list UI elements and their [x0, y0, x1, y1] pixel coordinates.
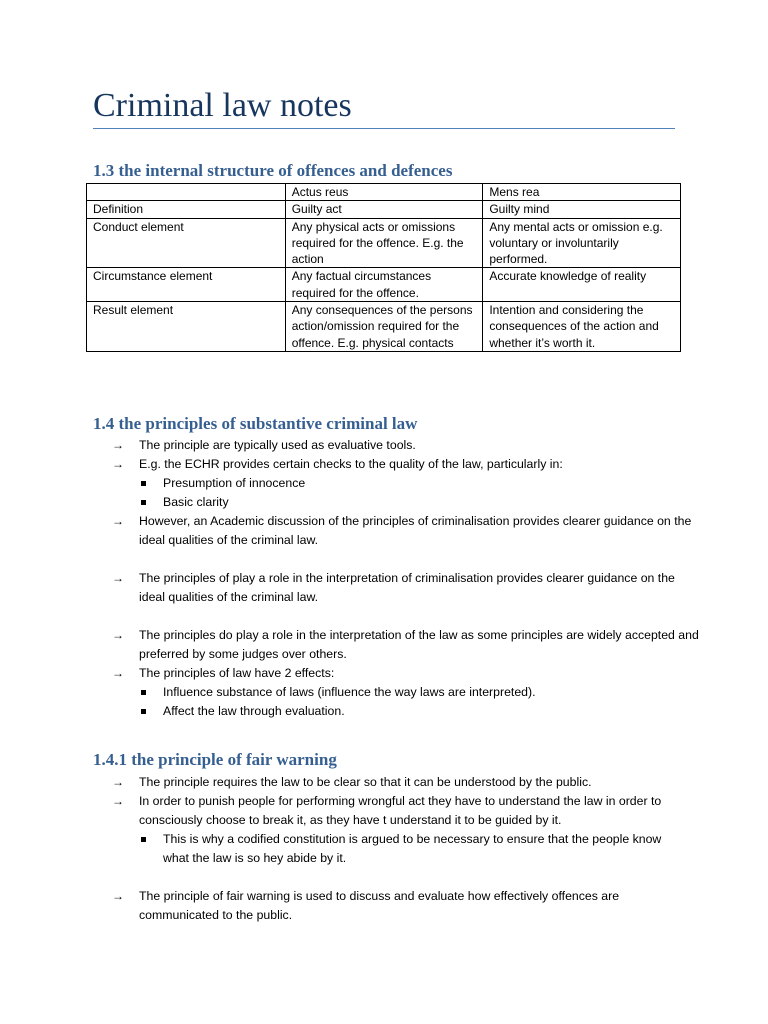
- section-heading-1-3: 1.3 the internal structure of offences and defences: [93, 161, 453, 180]
- arrow-bullet-icon: →: [112, 514, 124, 528]
- list-item: [112, 626, 701, 664]
- list-item-text: Basic clarity: [163, 495, 229, 509]
- table-cell: Guilty mind: [483, 201, 681, 218]
- offence-structure-table: [86, 183, 681, 352]
- arrow-bullet-icon: →: [112, 775, 124, 789]
- table-cell: Any consequences of the persons action/omission required for the offence. E.g. physical contacts: [285, 302, 483, 352]
- square-bullet-icon: [141, 690, 146, 695]
- list-item-text: In order to punish people for performing wrongful act they have to understand the law in order to consciously choose to break it, as they have t understand it to be guided by it.: [139, 794, 662, 827]
- arrow-bullet-icon: →: [112, 457, 124, 471]
- list-item-text: The principles of law have 2 effects:: [139, 666, 335, 680]
- table-cell: Intention and considering the consequences of the action and whether it’s worth it.: [483, 302, 681, 352]
- list-item: [112, 664, 701, 683]
- arrow-bullet-icon: →: [112, 666, 124, 680]
- square-bullet-icon: [141, 500, 146, 505]
- title-underline: [93, 128, 675, 129]
- fair-warning-list: [112, 773, 701, 925]
- list-item: [112, 792, 701, 830]
- list-item-text: However, an Academic discussion of the principles of criminalisation provides clearer guidance on the ideal qualities of the criminal law.: [139, 514, 692, 547]
- paragraph-spacer: [112, 868, 701, 887]
- arrow-bullet-icon: →: [112, 628, 124, 642]
- table-row: [87, 268, 681, 302]
- table-cell: Conduct element: [87, 218, 286, 268]
- arrow-bullet-icon: →: [112, 889, 124, 903]
- paragraph-spacer: [112, 550, 701, 569]
- table-cell: Accurate knowledge of reality: [483, 268, 681, 302]
- section-heading-1-4-1: 1.4.1 the principle of fair warning: [93, 750, 337, 769]
- arrow-bullet-icon: →: [112, 794, 124, 808]
- document-title: Criminal law notes: [93, 87, 352, 124]
- list-item: [112, 436, 701, 455]
- sub-list-item: [112, 474, 683, 493]
- list-item-text: Influence substance of laws (influence the way laws are interpreted).: [163, 685, 536, 699]
- table-cell: Result element: [87, 302, 286, 352]
- table-cell: Any physical acts or omissions required for the offence. E.g. the action: [285, 218, 483, 268]
- list-item-text: Presumption of innocence: [163, 476, 306, 490]
- list-item-text: Affect the law through evaluation.: [163, 704, 345, 718]
- arrow-bullet-icon: →: [112, 438, 124, 452]
- square-bullet-icon: [141, 837, 146, 842]
- table-header-cell: [87, 184, 286, 201]
- list-item-text: The principles of play a role in the interpretation of criminalisation provides clearer guidance on the ideal qualities of the criminal law.: [139, 571, 675, 604]
- paragraph-spacer: [112, 607, 701, 626]
- table-cell: Definition: [87, 201, 286, 218]
- sub-list-item: [112, 702, 683, 721]
- list-item: [112, 887, 701, 925]
- table-header-cell: Actus reus: [285, 184, 483, 201]
- table-header-row: [87, 184, 681, 201]
- square-bullet-icon: [141, 481, 146, 486]
- sub-list-item: [112, 683, 683, 702]
- list-item-text: E.g. the ECHR provides certain checks to the quality of the law, particularly in:: [139, 457, 563, 471]
- arrow-bullet-icon: →: [112, 571, 124, 585]
- list-item: [112, 512, 701, 550]
- table-cell: Guilty act: [285, 201, 483, 218]
- principles-list: [112, 436, 701, 721]
- list-item-text: The principles do play a role in the interpretation of the law as some principles are widely accepted and preferred by some judges over others.: [139, 628, 699, 661]
- table-cell: Any mental acts or omission e.g. voluntary or involuntarily performed.: [483, 218, 681, 268]
- square-bullet-icon: [141, 709, 146, 714]
- sub-list-item: [112, 493, 683, 512]
- table-cell: Any factual circumstances required for the offence.: [285, 268, 483, 302]
- table-row: [87, 201, 681, 218]
- table-cell: Circumstance element: [87, 268, 286, 302]
- list-item: [112, 569, 701, 607]
- table-row: [87, 218, 681, 268]
- list-item-text: The principle of fair warning is used to discuss and evaluate how effectively offences are communicated to the public.: [139, 889, 620, 922]
- list-item: [112, 773, 701, 792]
- list-item: [112, 455, 701, 474]
- list-item-text: This is why a codified constitution is argued to be necessary to ensure that the people know what the law is so hey abide by it.: [163, 832, 662, 865]
- section-heading-1-4: 1.4 the principles of substantive criminal law: [93, 414, 418, 433]
- table-row: [87, 302, 681, 352]
- list-item-text: The principle requires the law to be clear so that it can be understood by the public.: [139, 775, 592, 789]
- list-item-text: The principle are typically used as evaluative tools.: [139, 438, 416, 452]
- sub-list-item: [112, 830, 683, 868]
- table-header-cell: Mens rea: [483, 184, 681, 201]
